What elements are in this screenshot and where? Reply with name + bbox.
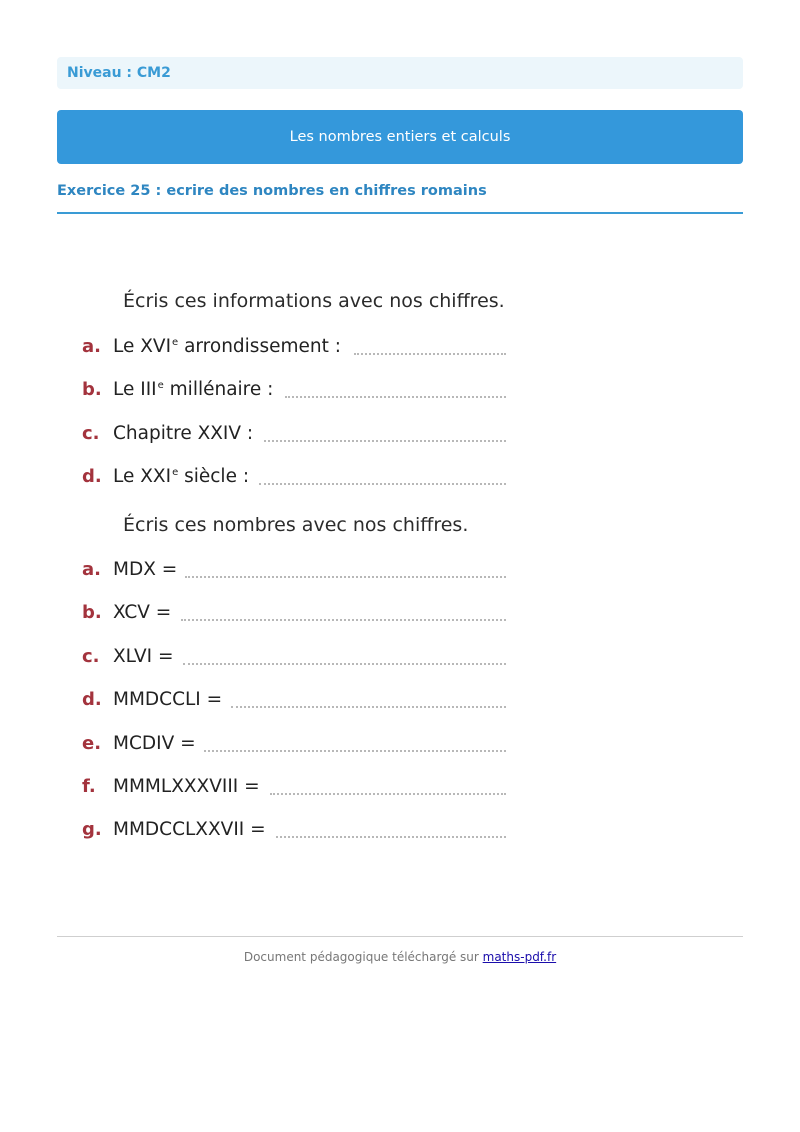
footer [0,950,800,964]
item-text: MMMLXXXVIII = [113,776,260,797]
item-text: Chapitre XXIV : [113,423,254,444]
answer-line[interactable] [354,353,506,355]
item-letter: f. [82,776,96,797]
answer-line[interactable] [259,483,506,485]
answer-line[interactable] [185,576,506,578]
item-letter: b. [82,379,102,400]
item-text: MDX = [113,559,178,580]
answer-line[interactable] [204,750,506,752]
answer-line[interactable] [231,706,506,708]
level-label: Niveau : CM2 [57,57,743,89]
chapter-banner: Les nombres entiers et calculs [57,110,743,164]
item-letter: c. [82,646,100,667]
item-letter: e. [82,733,102,754]
answer-line[interactable] [264,440,506,442]
item-letter: d. [82,689,102,710]
item-letter: g. [82,819,102,840]
instruction-part2: Écris ces nombres avec nos chiffres. [123,514,469,536]
item-text: XCV = [113,602,172,623]
answer-line[interactable] [276,836,506,838]
item-letter: b. [82,602,102,623]
item-letter: c. [82,423,100,444]
answer-line[interactable] [270,793,506,795]
footer-divider [57,936,743,937]
answer-line[interactable] [181,619,506,621]
item-letter: a. [82,559,101,580]
item-text: MMDCCLI = [113,689,223,710]
footer-text: Document pédagogique téléchargé sur [243,950,483,964]
item-text: Le XXIe siècle : [113,466,250,487]
item-text: MCDIV = [113,733,196,754]
instruction-part1: Écris ces informations avec nos chiffres. [123,290,505,312]
answer-line[interactable] [183,663,506,665]
item-letter: a. [82,336,101,357]
answer-line[interactable] [285,396,506,398]
footer-link[interactable]: maths-pdf.fr [482,950,557,964]
item-text: XLVI = [113,646,174,667]
item-text: MMDCCLXXVII = [113,819,266,840]
item-text: Le IIIe millénaire : [113,379,274,400]
item-text: Le XVIe arrondissement : [113,336,341,357]
item-letter: d. [82,466,102,487]
exercise-title: Exercice 25 : ecrire des nombres en chiffres romains [57,183,743,214]
